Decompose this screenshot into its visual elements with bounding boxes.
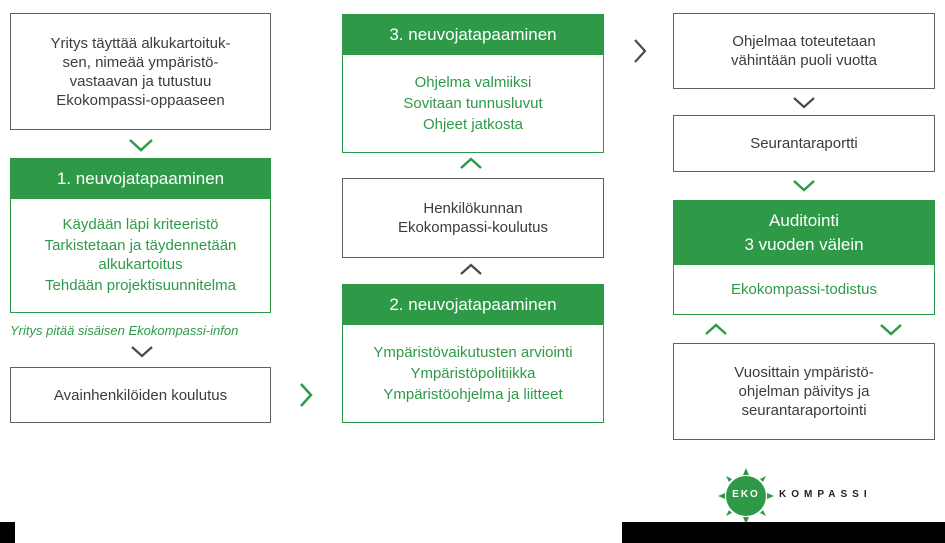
chevron-up-icon [704,323,728,336]
staff-training-line: Henkilökunnan [423,200,523,217]
intro-line: Yritys täyttää alkukartoituk- [50,34,231,52]
meeting-3-item: Ohjeet jatkosta [422,115,524,133]
audit-box [673,200,935,315]
follow-up-report-box [673,115,935,172]
chevron-right-icon [298,382,314,408]
meeting-3-box [342,14,604,153]
intro-line: vastaavan ja tutustuu [69,72,212,90]
meeting-2-item: Ympäristöohjelma ja liitteet [383,385,563,403]
meeting-2-item: Ympäristöpolitiikka [410,364,536,382]
chevron-down-icon [128,138,154,152]
key-training-box [10,367,271,423]
annual-update-line: Vuosittain ympäristö- [734,364,874,381]
meeting-3-item: Sovitaan tunnusluvut [403,94,543,112]
chevron-up-icon [459,157,483,170]
meeting-2-item: Ympäristövaikutusten arviointi [373,343,573,361]
intro-line: sen, nimeää ympäristö- [62,53,219,71]
audit-certificate: Ekokompassi-todistus [731,280,877,298]
chevron-up-icon [459,263,483,276]
meeting-3-item: Ohjelma valmiiksi [414,73,532,91]
logo-badge-text: EKO [732,489,760,500]
meeting-1-item: alkukartoitus [98,256,183,273]
annual-update-line: ohjelman päivitys ja [738,383,870,400]
intro-box [10,13,271,130]
implementation-line: vähintään puoli vuotta [731,52,877,69]
annual-update-box [673,343,935,440]
staff-training-line: Ekokompassi-koulutus [397,219,549,236]
staff-training-box [342,178,604,258]
meeting-1-title: 1. neuvojatapaaminen [11,159,270,199]
chevron-down-icon [130,345,154,358]
chevron-down-icon [879,323,903,336]
implementation-line: Ohjelmaa toteutetaan [732,33,876,50]
implementation-box [673,13,935,89]
annual-update-line: seurantaraportointi [741,402,867,419]
chevron-down-icon [792,96,816,109]
chevron-down-icon [792,179,816,192]
info-note: Yritys pitää sisäisen Ekokompassi-infon [10,323,239,338]
meeting-2-box [342,284,604,423]
chevron-right-icon [632,38,648,64]
meeting-1-item: Käydään läpi kriteeristö [62,216,219,233]
intro-line: Ekokompassi-oppaaseen [56,91,225,109]
logo-wordmark: KOMPASSI [779,489,872,500]
bottom-bar-right [622,522,945,543]
meeting-3-title: 3. neuvojatapaaminen [343,15,603,55]
follow-up-report-label: Seurantaraportti [750,135,858,152]
audit-title: Auditointi [769,211,839,230]
meeting-2-title: 2. neuvojatapaaminen [343,285,603,325]
audit-subtitle: 3 vuoden välein [744,235,864,254]
key-training-label: Avainhenkilöiden koulutus [53,386,228,404]
bottom-bar-left [0,522,15,543]
meeting-1-box [10,158,271,313]
meeting-1-item: Tarkistetaan ja täydennetään [44,237,237,254]
meeting-1-item: Tehdään projektisuunnitelma [45,277,236,294]
